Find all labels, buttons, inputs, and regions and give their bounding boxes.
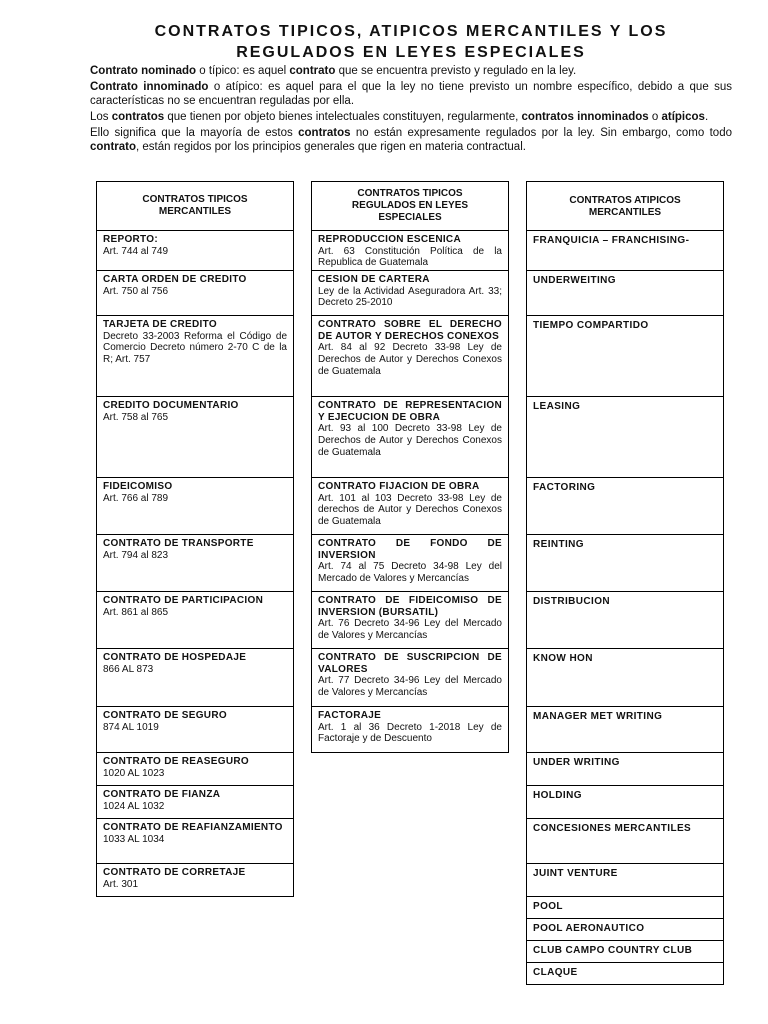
contract-name: TIEMPO COMPARTIDO (533, 320, 649, 331)
contract-reference: Art. 758 al 765 (103, 411, 169, 423)
contract-row (96, 534, 294, 592)
contract-row (526, 818, 724, 864)
title-line-2: REGULADOS EN LEYES ESPECIALES (236, 44, 586, 61)
contract-row (526, 752, 724, 786)
contract-row (311, 270, 509, 316)
contract-name: POOL (533, 901, 563, 912)
intro-paragraph-4: Ello significa que la mayoría de estos contratos no están expresamente regulados por la ley. Sin embargo, como todo contrato, están regidos por los principios generales que rigen en materia contractual. (90, 127, 732, 153)
contract-name: CONTRATO FIJACION DE OBRA (318, 481, 480, 492)
contract-row (526, 534, 724, 592)
contract-row (526, 591, 724, 649)
contract-row (526, 648, 724, 707)
contract-reference: Art. 1 al 36 Decreto 1-2018 Ley de Factoraje y de Descuento (318, 721, 502, 745)
contract-name: CESION DE CARTERA (318, 274, 430, 285)
contract-name: FRANQUICIA – FRANCHISING- (533, 235, 690, 246)
contract-name: LEASING (533, 401, 581, 412)
contract-row (96, 706, 294, 753)
contract-name: CONTRATO DE REASEGURO (103, 756, 249, 767)
contract-name: UNDER WRITING (533, 757, 620, 768)
contract-row (311, 534, 509, 592)
contract-row (311, 396, 509, 478)
contract-row (96, 315, 294, 397)
contract-row (96, 785, 294, 819)
contract-name: KNOW HON (533, 653, 593, 664)
contract-row (526, 785, 724, 819)
contract-row (526, 315, 724, 397)
contract-reference: Art. 84 al 92 Decreto 33-98 Ley de Derechos de Autor y Derechos Conexos de Guatemala (318, 342, 502, 377)
contract-name: CONTRATO SOBRE EL DERECHO DE AUTOR Y DERECHOS CONEXOS (318, 319, 502, 342)
contract-reference: Art. 101 al 103 Decreto 33-98 Ley de derechos de Autor y Derechos Conexos de Guatemala (318, 492, 502, 528)
contract-row (526, 706, 724, 753)
contract-row (311, 591, 509, 649)
contract-row (311, 706, 509, 753)
contract-row (526, 896, 724, 919)
contract-name: CONTRATO DE HOSPEDAJE (103, 652, 247, 663)
contract-name: CONTRATO DE REAFIANZAMIENTO (103, 822, 283, 833)
contract-row (526, 918, 724, 941)
contract-reference: Art. 93 al 100 Decreto 33-98 Ley de Derechos de Autor y Derechos Conexos de Guatemala (318, 423, 502, 458)
contract-name: CLUB CAMPO COUNTRY CLUB (533, 945, 693, 956)
contract-row (96, 591, 294, 649)
contract-name: HOLDING (533, 790, 582, 801)
contract-reference: Decreto 33-2003 Reforma el Código de Comercio Decreto número 2-70 C de la R; Art. 757 (103, 330, 287, 366)
column-header: CONTRATOS TIPICOS REGULADOS EN LEYES ESPECIALES (311, 181, 509, 231)
contract-row (526, 962, 724, 985)
contract-reference: Art. 76 Decreto 34-96 Ley del Mercado de Valores y Mercancías (318, 618, 502, 642)
contract-name: CONTRATO DE CORRETAJE (103, 867, 246, 878)
contract-row (96, 818, 294, 864)
intro-text (90, 64, 732, 156)
contract-row (311, 648, 509, 707)
contract-reference: 1020 AL 1023 (103, 767, 165, 779)
contract-row (526, 270, 724, 316)
contract-reference: 866 AL 873 (103, 663, 154, 675)
contract-name: CONTRATO DE FONDO DE INVERSION (318, 538, 502, 561)
contract-row (96, 270, 294, 316)
contract-reference: Ley de la Actividad Aseguradora Art. 33; Decreto 25-2010 (318, 285, 502, 309)
contract-name: CONTRATO DE SEGURO (103, 710, 227, 721)
contract-name: TARJETA DE CREDITO (103, 319, 217, 330)
contract-name: FIDEICOMISO (103, 481, 173, 492)
contract-name: CONTRATO DE SUSCRIPCION DE VALORES (318, 652, 502, 675)
contract-row (311, 477, 509, 535)
contract-row (526, 940, 724, 963)
contract-row (96, 230, 294, 271)
contract-reference: 1033 AL 1034 (103, 833, 165, 845)
contract-reference: Art. 301 (103, 878, 139, 890)
contract-name: CARTA ORDEN DE CREDITO (103, 274, 247, 285)
contract-name: CONCESIONES MERCANTILES (533, 823, 692, 834)
contract-name: CONTRATO DE TRANSPORTE (103, 538, 254, 549)
contract-reference: 1024 AL 1032 (103, 800, 165, 812)
contract-row (96, 863, 294, 897)
contract-reference: Art. 794 al 823 (103, 549, 169, 561)
contract-row (311, 230, 509, 271)
contract-name: JUINT VENTURE (533, 868, 618, 879)
contract-row (526, 477, 724, 535)
contract-row (526, 396, 724, 478)
contract-reference: Art. 63 Constitución Política de la Republica de Guatemala (318, 245, 502, 269)
contract-reference: Art. 74 al 75 Decreto 34-98 Ley del Mercado de Valores y Mercancías (318, 561, 502, 585)
contract-name: FACTORAJE (318, 710, 382, 721)
contract-name: REPRODUCCION ESCENICA (318, 234, 461, 245)
contract-reference: Art. 861 al 865 (103, 606, 169, 618)
column-header: CONTRATOS TIPICOS MERCANTILES (96, 181, 294, 231)
contract-row (96, 477, 294, 535)
column-header: CONTRATOS ATIPICOS MERCANTILES (526, 181, 724, 231)
intro-paragraph-2: Contrato innominado o atípico: es aquel para el que la ley no tiene previsto un nombre específico, debido a que sus características no se encuentran reguladas por ella. (90, 81, 732, 107)
contract-name: CONTRATO DE PARTICIPACION (103, 595, 264, 606)
contract-reference: 874 AL 1019 (103, 721, 159, 733)
contract-row (96, 752, 294, 786)
contract-name: CONTRATO DE REPRESENTACION Y EJECUCION DE OBRA (318, 400, 502, 423)
contract-reference: Art. 750 al 756 (103, 285, 169, 297)
intro-paragraph-3: Los contratos que tienen por objeto bienes intelectuales constituyen, regularmente, contratos innominados o atípicos. (90, 111, 709, 123)
contract-name: UNDERWEITING (533, 275, 616, 286)
contract-row (96, 648, 294, 707)
contract-row (526, 863, 724, 897)
contract-name: MANAGER MET WRITING (533, 711, 663, 722)
contract-reference: Art. 766 al 789 (103, 492, 169, 504)
contract-name: DISTRIBUCION (533, 596, 611, 607)
contract-row (311, 315, 509, 397)
title-line-1: CONTRATOS TIPICOS, ATIPICOS MERCANTILES Y LOS (154, 23, 668, 40)
contract-name: REPORTO: (103, 234, 158, 245)
contract-name: CONTRATO DE FIDEICOMISO DE INVERSION (BURSATIL) (318, 595, 502, 618)
contract-row (526, 230, 724, 271)
contract-reference: Art. 77 Decreto 34-96 Ley del Mercado de Valores y Mercancías (318, 675, 502, 699)
contract-row (96, 396, 294, 478)
contract-name: REINTING (533, 539, 584, 550)
contract-name: POOL AERONAUTICO (533, 923, 645, 934)
intro-paragraph-1: Contrato nominado o típico: es aquel contrato que se encuentra previsto y regulado en la ley. (90, 65, 577, 77)
contract-name: FACTORING (533, 482, 596, 493)
document-title (90, 21, 732, 63)
contract-name: CONTRATO DE FIANZA (103, 789, 221, 800)
contract-name: CLAQUE (533, 967, 578, 978)
contract-reference: Art. 744 al 749 (103, 245, 169, 257)
contract-name: CREDITO DOCUMENTARIO (103, 400, 239, 411)
